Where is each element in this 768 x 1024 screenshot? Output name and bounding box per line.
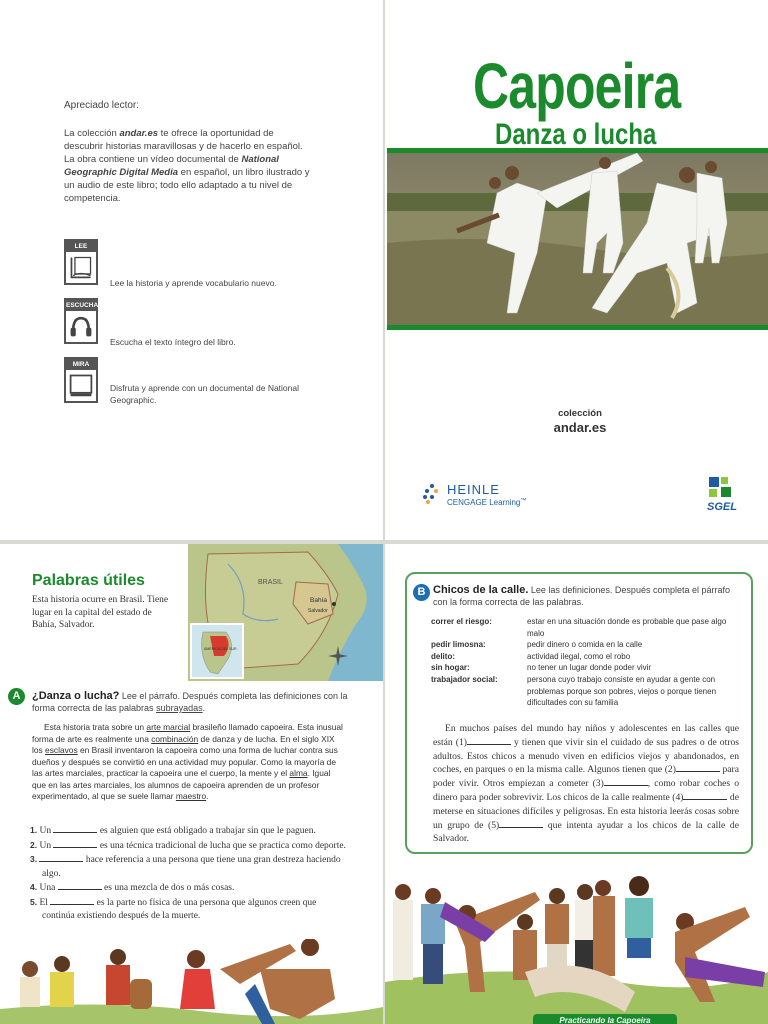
answer-blank[interactable] [683,792,727,800]
feature-text: Lee la historia y aprende vocabulario nuevo. [110,278,277,288]
book-icon [64,239,98,285]
section-b-paragraph [433,722,739,846]
section-a-title: ¿Danza o lucha? [32,690,120,702]
intro-page [0,0,383,540]
paragraph-text: . Igual que en las artes marciales, los alumnos de capoeira aprenden de un profesor experimentado, al que se suele llamar [32,768,331,801]
definitions-table [431,616,731,709]
section-b-instructions: Lee las definiciones. Después completa el párrafo con la forma correcta de las palabras. [433,585,730,607]
vocab-page [0,544,383,1024]
item-number: 4. [30,882,38,892]
section-b-heading [433,584,741,608]
map-city-label: Salvador [308,608,328,614]
sgel-logo [703,475,743,515]
definition-term: pedir limosna: [431,640,486,650]
section-a-instructions-end: . [202,703,206,713]
underlined-word: arte marcial [146,722,191,732]
intro-text-3: en español, un libro ilustrado y un audio de este libro; todo ello adaptado a tu nivel de competencia. [64,167,310,204]
intro-text-2: te ofrece la oportunidad de descubrir historias maravillosas y de hacerlo en español. La obra contiene un vídeo documental de [64,128,303,165]
section-a-paragraph [32,722,344,803]
heinle-dots-icon [421,482,443,504]
item-text: Un [39,826,54,836]
underlined-word: alma [289,768,308,778]
answer-blank[interactable] [50,897,94,905]
item-text: hace referencia a una persona que tiene una gran destreza haciendo algo. [42,855,341,879]
definition-text: no tener un lugar donde poder vivir [527,663,652,673]
publisher-sub [447,498,526,507]
brazil-map [188,544,383,681]
item-text: es una técnica tradicional de lucha que se practica como deporte. [97,840,346,851]
item-text: Un [39,840,54,851]
answer-blank[interactable] [53,840,97,848]
collection-name: andar.es [553,420,607,435]
definition-row [431,616,731,639]
definition-row [431,639,731,651]
definition-item [30,896,350,924]
paragraph-text: brasileño llamado capoeira. Esta inusual forma de arte es realmente una [32,722,343,744]
map-country-label: BRASIL [258,579,283,586]
definition-row [431,674,731,709]
answer-blank[interactable] [53,825,97,833]
answer-blank[interactable] [467,737,511,745]
paragraph-text: de danza y de lucha. En el siglo XIX los [32,733,335,755]
intro-text-1: La colección [64,128,120,139]
paragraph-text: , como robar coches o dinero para poder sobrevivir. Los chicos de la calle realmente (4) [433,778,739,803]
capoeira-illustration-left [0,939,383,1024]
underlined-word: maestro [175,791,207,801]
item-text: es la parte no física de una persona que algunos creen que continúa existiendo después de la muerte. [42,897,317,921]
paragraph-text: de meterse en situaciones difíciles y peligrosas. En esta historia leerás cosas sobre un grupo de (5) [433,791,739,831]
item-text: Una [39,883,58,893]
paragraph-text: . [206,791,209,801]
underlined-word: subrayadas [156,703,203,713]
exercise-page [385,544,768,1024]
item-text: es alguien que está obligado a trabajar sin que le paguen. [97,826,316,836]
greeting: Apreciado lector: [64,100,140,111]
vocab-intro: Esta historia ocurre en Brasil. Tiene lugar en la capital del estado de Bahía, Salvador. [32,595,169,630]
feature-text: Disfruta y aprende con un documental de National Geographic. [110,383,300,405]
section-a-instructions: Lee el párrafo. Después completa las definiciones con la forma correcta de las palabras [32,691,348,713]
map-inset-label: AMÉRICA DEL SUR [204,647,237,651]
paragraph-text: Esta historia trata sobre un [44,722,147,732]
item-number: 2. [30,839,38,850]
publisher-sub-text: CENGAGE Learning [447,498,521,507]
sgel-text: SGEL [707,501,737,513]
capoeira-photo [387,148,768,330]
answer-blank[interactable] [39,854,83,862]
book-title: Capoeira [473,50,681,122]
item-text: es una mezcla de dos o más cosas. [101,883,235,893]
section-b-title: Chicos de la calle. [433,584,529,596]
feature-text: Escucha el texto íntegro del libro. [110,337,236,347]
underlined-word: combinación [151,733,199,744]
definition-term: correr el riesgo: [431,617,492,626]
section-a-badge: A [8,688,25,705]
feature-tag: MIRA [66,359,96,370]
definition-text: actividad ilegal, como el robo [527,651,631,661]
book-subtitle: Danza o lucha [495,118,657,151]
definition-text: pedir dinero o comida en la calle [527,640,643,650]
answer-blank[interactable] [676,764,720,772]
feature-tag: ESCUCHA [66,302,99,309]
footer-tab: Practicando la Capoeira [533,1014,677,1024]
definition-text: estar en una situación donde es probable que pase algo malo [527,617,727,638]
collection-name: andar.es [119,128,159,139]
paragraph-text: en Brasil inventaron la capoeira como una forma de luchar contra sus dueños y después se convirtió en una actividad muy popular. Como la mayoría de las artes marciales, practicar la capoeira une el cuerpo, la mente y el [32,745,338,778]
definition-item [30,881,350,896]
definition-item [30,824,350,839]
trademark-mark: ™ [520,498,527,504]
heinle-logo [421,482,527,509]
item-number: 5. [30,896,38,907]
definition-text: persona cuyo trabajo consiste en ayudar a gente con problemas porque son pobres, viejos o porque tienen dificultades con su familia [527,674,717,708]
sgel-squares-icon [703,475,743,503]
collection-label: colección [558,408,602,419]
paragraph-text: que intenta ayudar a los chicos de la calle de Salvador. [433,819,739,845]
capoeira-illustration-right [385,862,768,1024]
publisher-name: HEINLE [447,482,500,497]
answer-blank[interactable] [499,820,543,828]
definition-item [30,853,350,881]
definition-row [431,651,731,663]
paragraph-text: En muchos países del mundo hay niños y adolescentes en las calles que están (1) [433,723,739,748]
intro-paragraph [64,127,314,205]
definition-term: sin hogar: [431,663,470,673]
underlined-word: esclavos [45,745,78,755]
definition-term: trabajador social: [431,674,498,684]
screen-icon [64,357,98,403]
definitions-list [30,824,350,924]
item-number: 1. [30,825,38,835]
section-a-heading [32,690,352,714]
headphones-icon [64,298,98,344]
paragraph-text: para poder vivir. Otros empiezan a cometer (3) [433,764,739,790]
answer-blank[interactable] [58,882,102,890]
cover-page [385,0,768,540]
definition-item [30,839,350,854]
answer-blank[interactable] [604,778,648,786]
item-text: El [39,897,51,908]
natgeo-name: National Geographic Digital Media [64,154,279,178]
section-b-badge: B [413,584,430,601]
item-number: 3. [30,854,38,864]
definition-term: delito: [431,651,455,661]
map-state-label: Bahía [310,597,327,604]
vocab-title: Palabras útiles [32,572,145,589]
definition-row [431,662,731,674]
paragraph-text: y tienen que vivir sin el cuidado de sus padres o de otros adultos. Estos chicos a menudo viven en edificios viejos y abandonados, en coches, en parques o en la misma calle. Algunos tienen que (2) [433,736,739,776]
feature-tag: LEE [66,241,96,252]
